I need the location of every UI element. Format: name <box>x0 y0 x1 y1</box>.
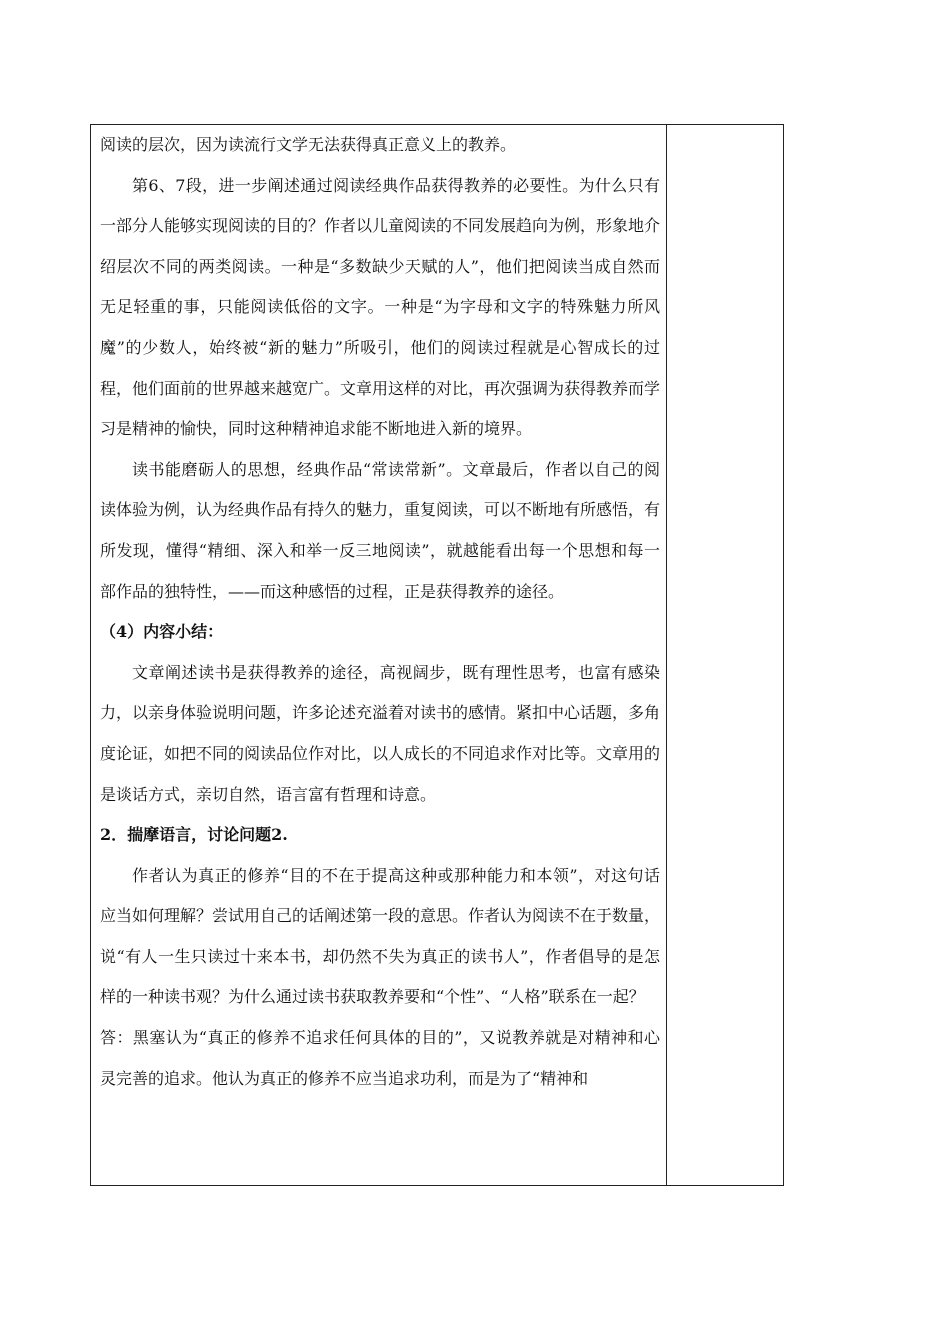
paragraph-classic-works: 读书能磨砺人的思想，经典作品“常读常新”。文章最后，作者以自己的阅读体验为例，认为经典作品有持久的魅力，重复阅读，可以不断地有所感悟，有所发现，懂得“精细、深入和举一反三地阅读”，就越能看出每一个思想和每一部作品的独特性，——而这种感悟的过程，正是获得教养的途径。 <box>100 459 661 601</box>
paragraph-sections-6-7: 第6、7段，进一步阐述通过阅读经典作品获得教养的必要性。为什么只有一部分人能够实现阅读的目的？作者以儿童阅读的不同发展趋向为例，形象地介绍层次不同的两类阅读。一种是“多数缺少天赋的人”，他们把阅读当成自然而无足轻重的事，只能阅读低俗的文字。一种是“为字母和文字的特殊魅力所风魔”的少数人，始终被“新的魅力”所吸引，他们的阅读过程就是心智成长的过程，他们面前的世界越来越宽广。文章用这样的对比，再次强调为获得教养而学习是精神的愉快，同时这种精神追求能不断地进入新的境界。 <box>100 175 661 439</box>
paragraph-answer: 答：黑塞认为“真正的修养不追求任何具体的目的”，又说教养就是对精神和心灵完善的追求。他认为真正的修养不应当追求功利，而是为了“精神和 <box>100 1028 660 1088</box>
notes-cell <box>667 125 783 1185</box>
heading-content-summary: （4）内容小结： <box>100 622 224 642</box>
paragraph-question: 作者认为真正的修养“目的不在于提高这种或那种能力和本领”，对这句话应当如何理解？尝试用自己的话阐述第一段的意思。作者认为阅读不在于数量，说“有人一生只读过十来本书，却仍然不失为真正的读书人”，作者倡导的是怎样的一种读书观？为什么通过读书获取教养要和“个性”、“人格”联系在一起？ <box>100 865 661 1007</box>
content-table <box>90 124 784 1186</box>
paragraph-continuation: 阅读的层次，因为读流行文学无法获得真正意义上的教养。 <box>100 135 517 154</box>
heading-question-2: 2．揣摩语言，讨论问题2. <box>100 825 288 845</box>
paragraph-summary: 文章阐述读书是获得教养的途径，高视阔步，既有理性思考，也富有感染力，以亲身体验说明问题，许多论述充溢着对读书的感情。紧扣中心话题，多角度论证，如把不同的阅读品位作对比，以人成长的不同追求作对比等。文章用的是谈话方式，亲切自然，语言富有哲理和诗意。 <box>100 662 661 804</box>
main-text-cell <box>100 125 660 1099</box>
